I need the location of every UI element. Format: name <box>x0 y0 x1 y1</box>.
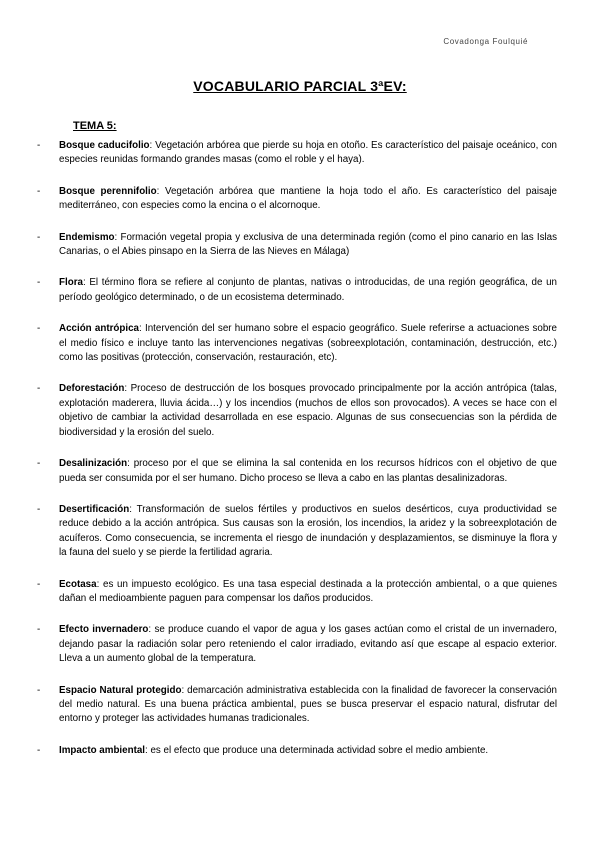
bullet-dash: - <box>37 277 41 289</box>
bullet-dash: - <box>37 185 41 197</box>
term-label: Efecto invernadero <box>59 624 149 636</box>
term-definition: : El término flora se refiere al conjunto de plantas, nativas o introducidas, de una región geográfica, de un período geológico determinado, o de un ecosistema determinado. <box>59 277 557 303</box>
definition-item <box>37 322 557 365</box>
term-definition: : proceso por el que se elimina la sal contenida en los recursos hídricos con el objetivo de que pueda ser consumida por el ser humano. Dicho proceso se lleva a cabo en las plantas desalinizadoras. <box>59 458 557 484</box>
term-label: Endemismo <box>59 231 115 243</box>
term-label: Impacto ambiental <box>59 744 146 756</box>
definition-item <box>37 684 557 727</box>
bullet-dash: - <box>37 458 41 470</box>
definition-item <box>37 578 557 607</box>
term-definition: : Proceso de destrucción de los bosques provocado principalmente por la acción antrópica (talas, explotación maderera, lluvia ácida…) y los incendios (muchos de ellos son provocados). A veces se hace con el objetivo de cambiar la actividad desarrollada en ese espacio. Algunas de sus consecuencias son la pérdida de biodiversidad y la erosión del suelo. <box>59 383 557 438</box>
term-definition: : Vegetación arbórea que pierde su hoja en otoño. Es característico del paisaje oceánico, con especies reunidas formando grandes masas (como el roble y el haya). <box>59 140 558 166</box>
bullet-dash: - <box>37 383 41 395</box>
term-label: Deforestación <box>59 383 125 395</box>
term-definition: : es el efecto que produce una determinada actividad sobre el medio ambiente. <box>145 744 489 756</box>
document-title: VOCABULARIO PARCIAL 3ªEV: <box>193 78 407 94</box>
section-heading: TEMA 5: <box>73 120 117 132</box>
term-label: Desertificación <box>59 503 130 515</box>
term-definition: : Intervención del ser humano sobre el espacio geográfico. Suele referirse a actuaciones sobre el medio físico e incluye tanto las intervenciones negativas (sobreexplotación, contaminación, destrucción, etc.) como las positivas (protección, conservación, restauración, etc). <box>59 323 557 364</box>
term-definition: : Transformación de suelos fértiles y productivos en suelos desérticos, cuya productividad se reduce debido a la acción antrópica. Sus causas son la erosión, los incendios, la aridez y la sobreexplotación de acuíferos. Como consecuencia, se incrementa el riesgo de inundación y desplazamientos, se disminuye la flora y la fauna del suelo y se pierde la fertilidad agraria. <box>59 503 557 559</box>
bullet-dash: - <box>37 744 41 756</box>
bullet-dash: - <box>37 231 41 243</box>
definition-item <box>37 623 557 666</box>
definition-item <box>37 382 557 440</box>
definition-item <box>37 744 557 758</box>
definition-list <box>37 139 557 775</box>
term-label: Flora <box>59 277 83 289</box>
term-label: Acción antrópica <box>59 323 140 335</box>
bullet-dash: - <box>37 624 41 636</box>
bullet-dash: - <box>37 503 41 515</box>
definition-item <box>37 457 557 486</box>
term-label: Bosque perennifolio <box>59 185 157 197</box>
term-definition: : se produce cuando el vapor de agua y los gases actúan como el cristal de un invernadero, dejando pasar la radiación solar pero reteniendo el calor irradiado, evitando así que escape al espacio exterior. Lleva a un aumento global de la temperatura. <box>59 624 558 665</box>
bullet-dash: - <box>37 140 41 151</box>
term-definition: : es un impuesto ecológico. Es una tasa especial destinada a la protección ambiental, o a que quienes dañan el medioambiente paguen para compensar los daños producidos. <box>59 578 557 604</box>
term-label: Bosque caducifolio <box>59 140 150 151</box>
bullet-dash: - <box>37 323 41 335</box>
definition-item <box>37 139 557 168</box>
term-label: Ecotasa <box>59 578 97 590</box>
term-definition: : demarcación administrativa establecida con la finalidad de favorecer la conservación del medio natural. Es una buena práctica ambiental, pues se busca preservar el espacio natural, disfrutar del entorno y proteger las actividades humanas tradicionales. <box>59 684 558 725</box>
bullet-dash: - <box>37 684 41 696</box>
author-header: Covadonga Foulquié <box>443 37 528 46</box>
term-label: Espacio Natural protegido <box>59 684 182 696</box>
definition-item <box>37 503 557 561</box>
definition-item <box>37 276 557 305</box>
bullet-dash: - <box>37 578 41 590</box>
term-definition: : Vegetación arbórea que mantiene la hoja todo el año. Es característico del paisaje mediterráneo, con especies como la encina o el alcornoque. <box>59 185 557 212</box>
term-label: Desalinización <box>59 458 128 470</box>
term-definition: : Formación vegetal propia y exclusiva de una determinada región (como el pino canario en las Islas Canarias, o el Abies pinsapo en la Sierra de las Nieves en Málaga) <box>59 231 557 258</box>
definition-item <box>37 231 557 260</box>
definition-item <box>37 185 557 214</box>
